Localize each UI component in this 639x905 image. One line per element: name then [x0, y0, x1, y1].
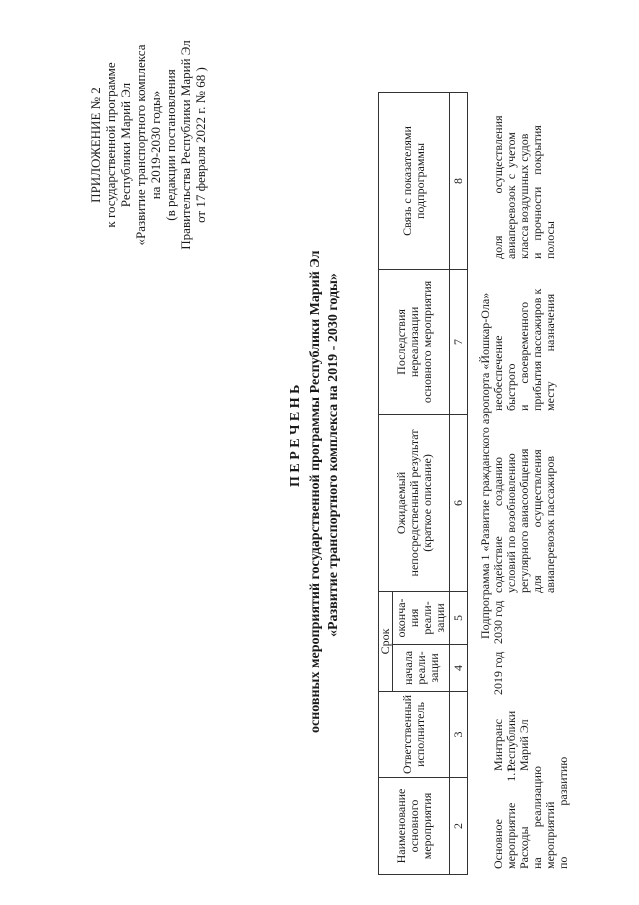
- appendix-block: [88, 25, 208, 265]
- header-start: начала реали- зации: [393, 644, 450, 691]
- header-consequences: Последствия нереализации основного мероприятия: [379, 269, 450, 414]
- document-title-line1: основных мероприятий государственной программы Республики Марий Эл: [308, 250, 323, 733]
- row-consequences: необеспечение быстрого и своевременного прибытия пассажиров к месту назначения: [491, 288, 557, 411]
- document-title-line2: «Развитие транспортного комплекса на 2019 - 2030 годы»: [326, 273, 341, 637]
- column-number: 5: [450, 591, 468, 644]
- header-link: Связь с показателями подпрограммы: [379, 92, 450, 269]
- header-result: Ожидаемый непосредственный результат (краткое описание): [379, 414, 450, 591]
- subprogram-title: Подпрограмма 1 «Развитие гражданского аэропорта «Йошкар-Ола»: [478, 292, 492, 639]
- appendix-line: Республики Марий Эл: [118, 82, 133, 208]
- header-executor: Ответственный исполнитель: [379, 691, 450, 777]
- appendix-line: Правительства Республики Марий Эл: [178, 40, 193, 250]
- document-heading: П Е Р Е Ч Е Н Ь: [288, 384, 303, 487]
- column-number: 7: [450, 269, 468, 414]
- column-number: 3: [450, 691, 468, 777]
- appendix-line: к государственной программе: [103, 62, 118, 228]
- column-number-row: [450, 92, 468, 874]
- column-number: 4: [450, 644, 468, 691]
- column-number: 8: [450, 92, 468, 269]
- column-number: 6: [450, 414, 468, 591]
- row-link: доля осуществления авиаперевозок с учетом класса воздушных судов и прочности покрытия полосы: [491, 115, 557, 259]
- column-number: 2: [450, 778, 468, 875]
- row-name: Основное мероприятие 1.1. Расходы на реализацию мероприятий по развитию: [491, 756, 570, 869]
- header-name: Наименование основного мероприятия: [379, 778, 450, 875]
- measures-table: [378, 92, 468, 875]
- table-header-row: [379, 92, 393, 874]
- appendix-line: от 17 февраля 2022 г. № 68 ): [193, 67, 208, 223]
- appendix-line: на 2019-2030 годы»: [148, 90, 163, 200]
- appendix-line: (в редакции постановления: [163, 69, 178, 221]
- row-start: 2019 год: [491, 651, 505, 695]
- header-end: оконча- ния реали- зации: [393, 591, 450, 644]
- appendix-line: «Развитие транспортного комплекса: [133, 44, 148, 246]
- row-result: содействие созданию условий по возобновлению регулярного авиасообщения для осуществления авиаперевозок пассажиров: [491, 448, 557, 593]
- header-term: Срок: [379, 591, 393, 691]
- appendix-line: ПРИЛОЖЕНИЕ № 2: [88, 87, 103, 203]
- row-executor: Минтранс Республики Марий Эл: [491, 710, 531, 771]
- row-end: 2030 год: [491, 600, 505, 644]
